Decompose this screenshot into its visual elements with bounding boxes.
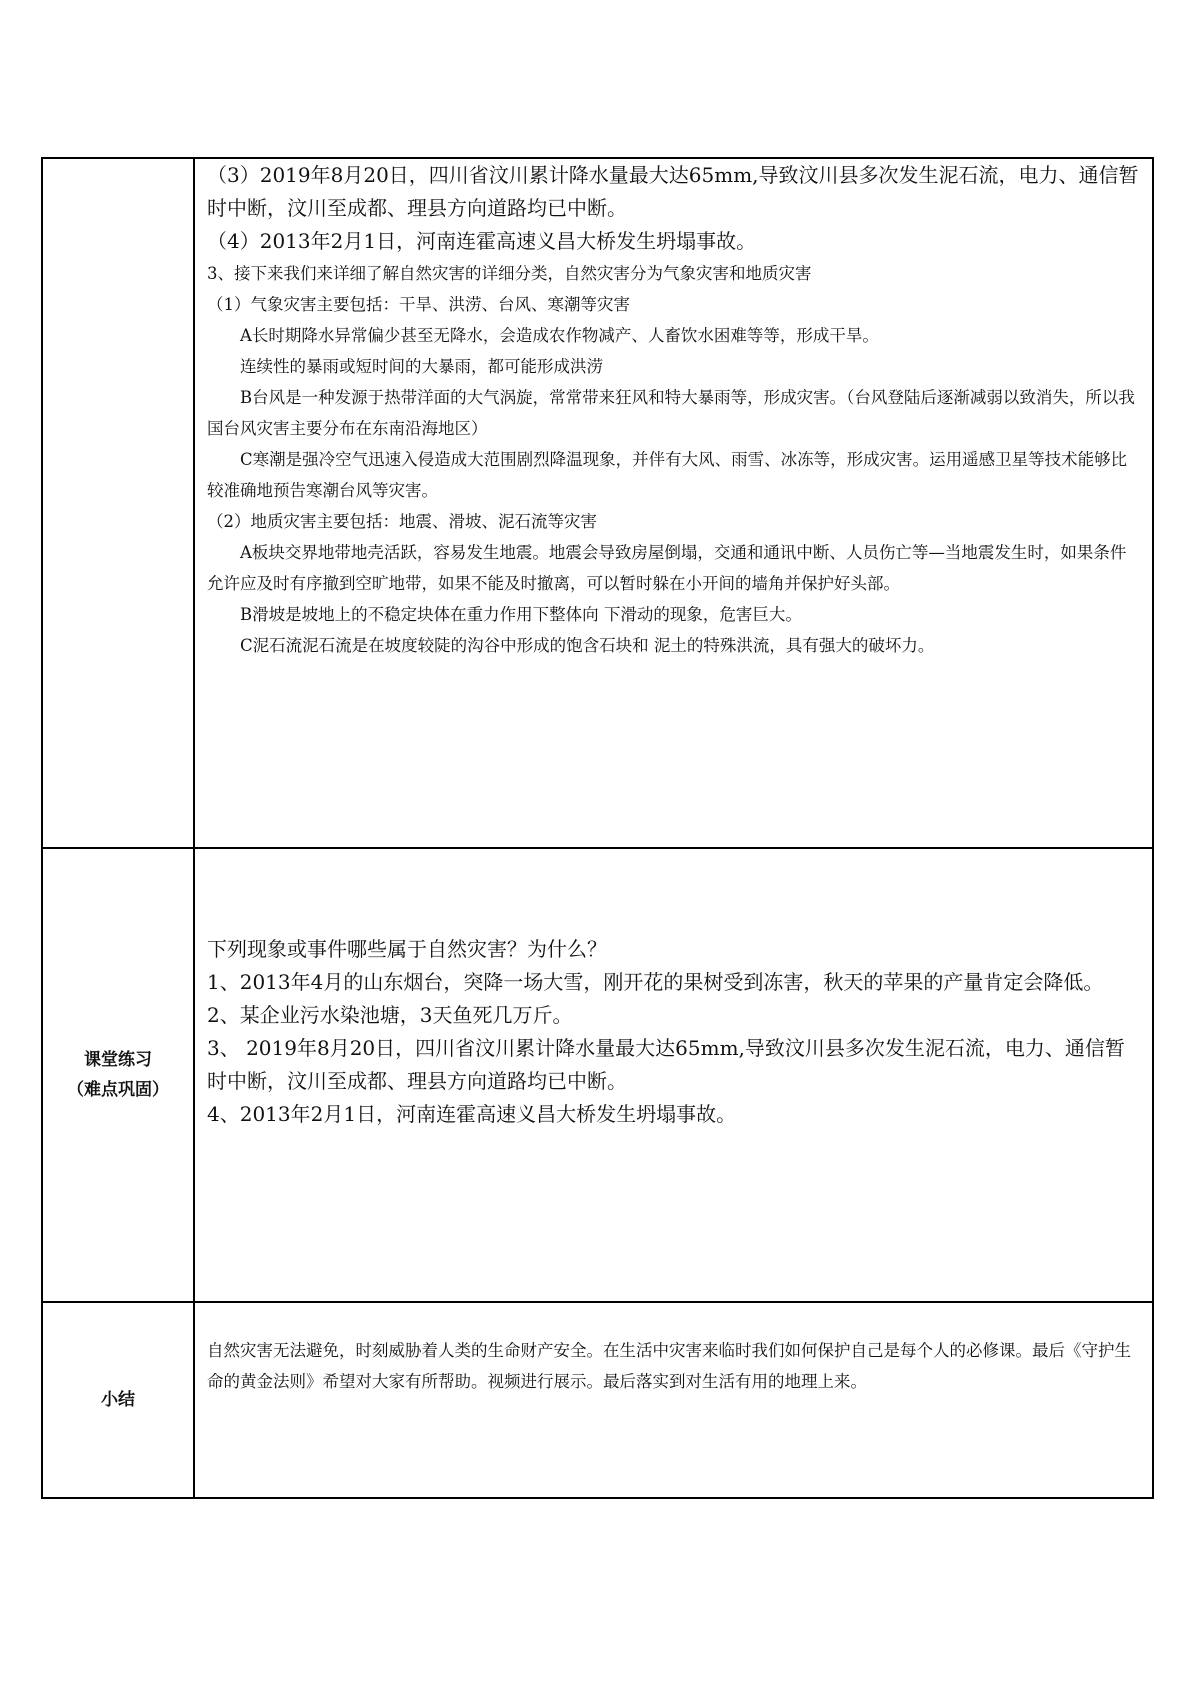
practice-item-3: 3、 2019年8月20日，四川省汶川累计降水量最大达65mm,导致汶川县多次发生泥石流，电力、通信暂时中断，汶川至成都、理县方向道路均已中断。 xyxy=(207,1036,1125,1093)
practice-question: 下列现象或事件哪些属于自然灾害？为什么？ xyxy=(207,937,607,961)
practice-content-cell xyxy=(194,848,1153,1302)
summary-label: 小结 xyxy=(101,1390,135,1410)
summary-text: 自然灾害无法避免，时刻威胁着人类的生命财产安全。在生活中灾害来临时我们如何保护自己是每个人的必修课。最后《守护生命的黄金法则》希望对大家有所帮助。视频进行展示。最后落实到对生活有用的地理上来。 xyxy=(207,1341,1131,1391)
meteo-item-flood: 连续性的暴雨或短时间的大暴雨，都可能形成洪涝 xyxy=(240,357,603,376)
geo-item-a: A板块交界地带地壳活跃，容易发生地震。地震会导致房屋倒塌，交通和通讯中断、人员伤亡等—当地震发生时，如果条件允许应及时有序撤到空旷地带，如果不能及时撤离，可以暂时躲在小开间的墙角并保护好头部。 xyxy=(207,543,1127,593)
intro-content-cell xyxy=(194,158,1153,848)
geo-item-b: B滑坡是坡地上的不稳定块体在重力作用下整体向 下滑动的现象，危害巨大。 xyxy=(240,605,802,624)
meteo-title: （1）气象灾害主要包括：干旱、洪涝、台风、寒潮等灾害 xyxy=(207,295,630,314)
row-summary xyxy=(42,1302,1153,1498)
geo-title: （2）地质灾害主要包括：地震、滑坡、泥石流等灾害 xyxy=(207,512,597,531)
row-practice xyxy=(42,848,1153,1302)
meteo-item-b: B台风是一种发源于热带洋面的大气涡旋，常常带来狂风和特大暴雨等，形成灾害。（台风登陆后逐渐减弱以致消失，所以我国台风灾害主要分布在东南沿海地区） xyxy=(207,388,1135,438)
practice-item-2: 2、某企业污水染池塘，3天鱼死几万斤。 xyxy=(207,1003,573,1027)
event-3-text: （3）2019年8月20日，四川省汶川累计降水量最大达65mm,导致汶川县多次发生泥石流，电力、通信暂时中断，汶川至成都、理县方向道路均已中断。 xyxy=(207,163,1139,220)
practice-label-cell xyxy=(42,848,194,1302)
event-4-text: （4）2013年2月1日，河南连霍高速义昌大桥发生坍塌事故。 xyxy=(207,229,757,253)
meteo-item-c: C寒潮是强冷空气迅速入侵造成大范围剧烈降温现象，并伴有大风、雨雪、冰冻等，形成灾害。运用遥感卫星等技术能够比较准确地预告寒潮台风等灾害。 xyxy=(207,450,1128,500)
row-content-intro xyxy=(42,158,1153,848)
summary-content-cell xyxy=(194,1302,1153,1498)
empty-label-cell xyxy=(42,158,194,848)
practice-item-1: 1、2013年4月的山东烟台，突降一场大雪，刚开花的果树受到冻害，秋天的苹果的产量肯定会降低。 xyxy=(207,970,1104,994)
classification-heading: 3、接下来我们来详细了解自然灾害的详细分类，自然灾害分为气象灾害和地质灾害 xyxy=(207,264,812,283)
geo-item-c: C泥石流泥石流是在坡度较陡的沟谷中形成的饱含石块和 泥土的特殊洪流，具有强大的破坏力。 xyxy=(240,636,935,655)
meteo-item-a: A长时期降水异常偏少甚至无降水，会造成农作物减产、人畜饮水困难等等，形成干旱。 xyxy=(240,326,879,345)
lesson-plan-table xyxy=(41,157,1154,1499)
practice-item-4: 4、2013年2月1日，河南连霍高速义昌大桥发生坍塌事故。 xyxy=(207,1102,737,1126)
summary-label-cell xyxy=(42,1302,194,1498)
practice-label: 课堂练习 xyxy=(84,1050,152,1070)
practice-sublabel: （难点巩固） xyxy=(67,1080,169,1100)
